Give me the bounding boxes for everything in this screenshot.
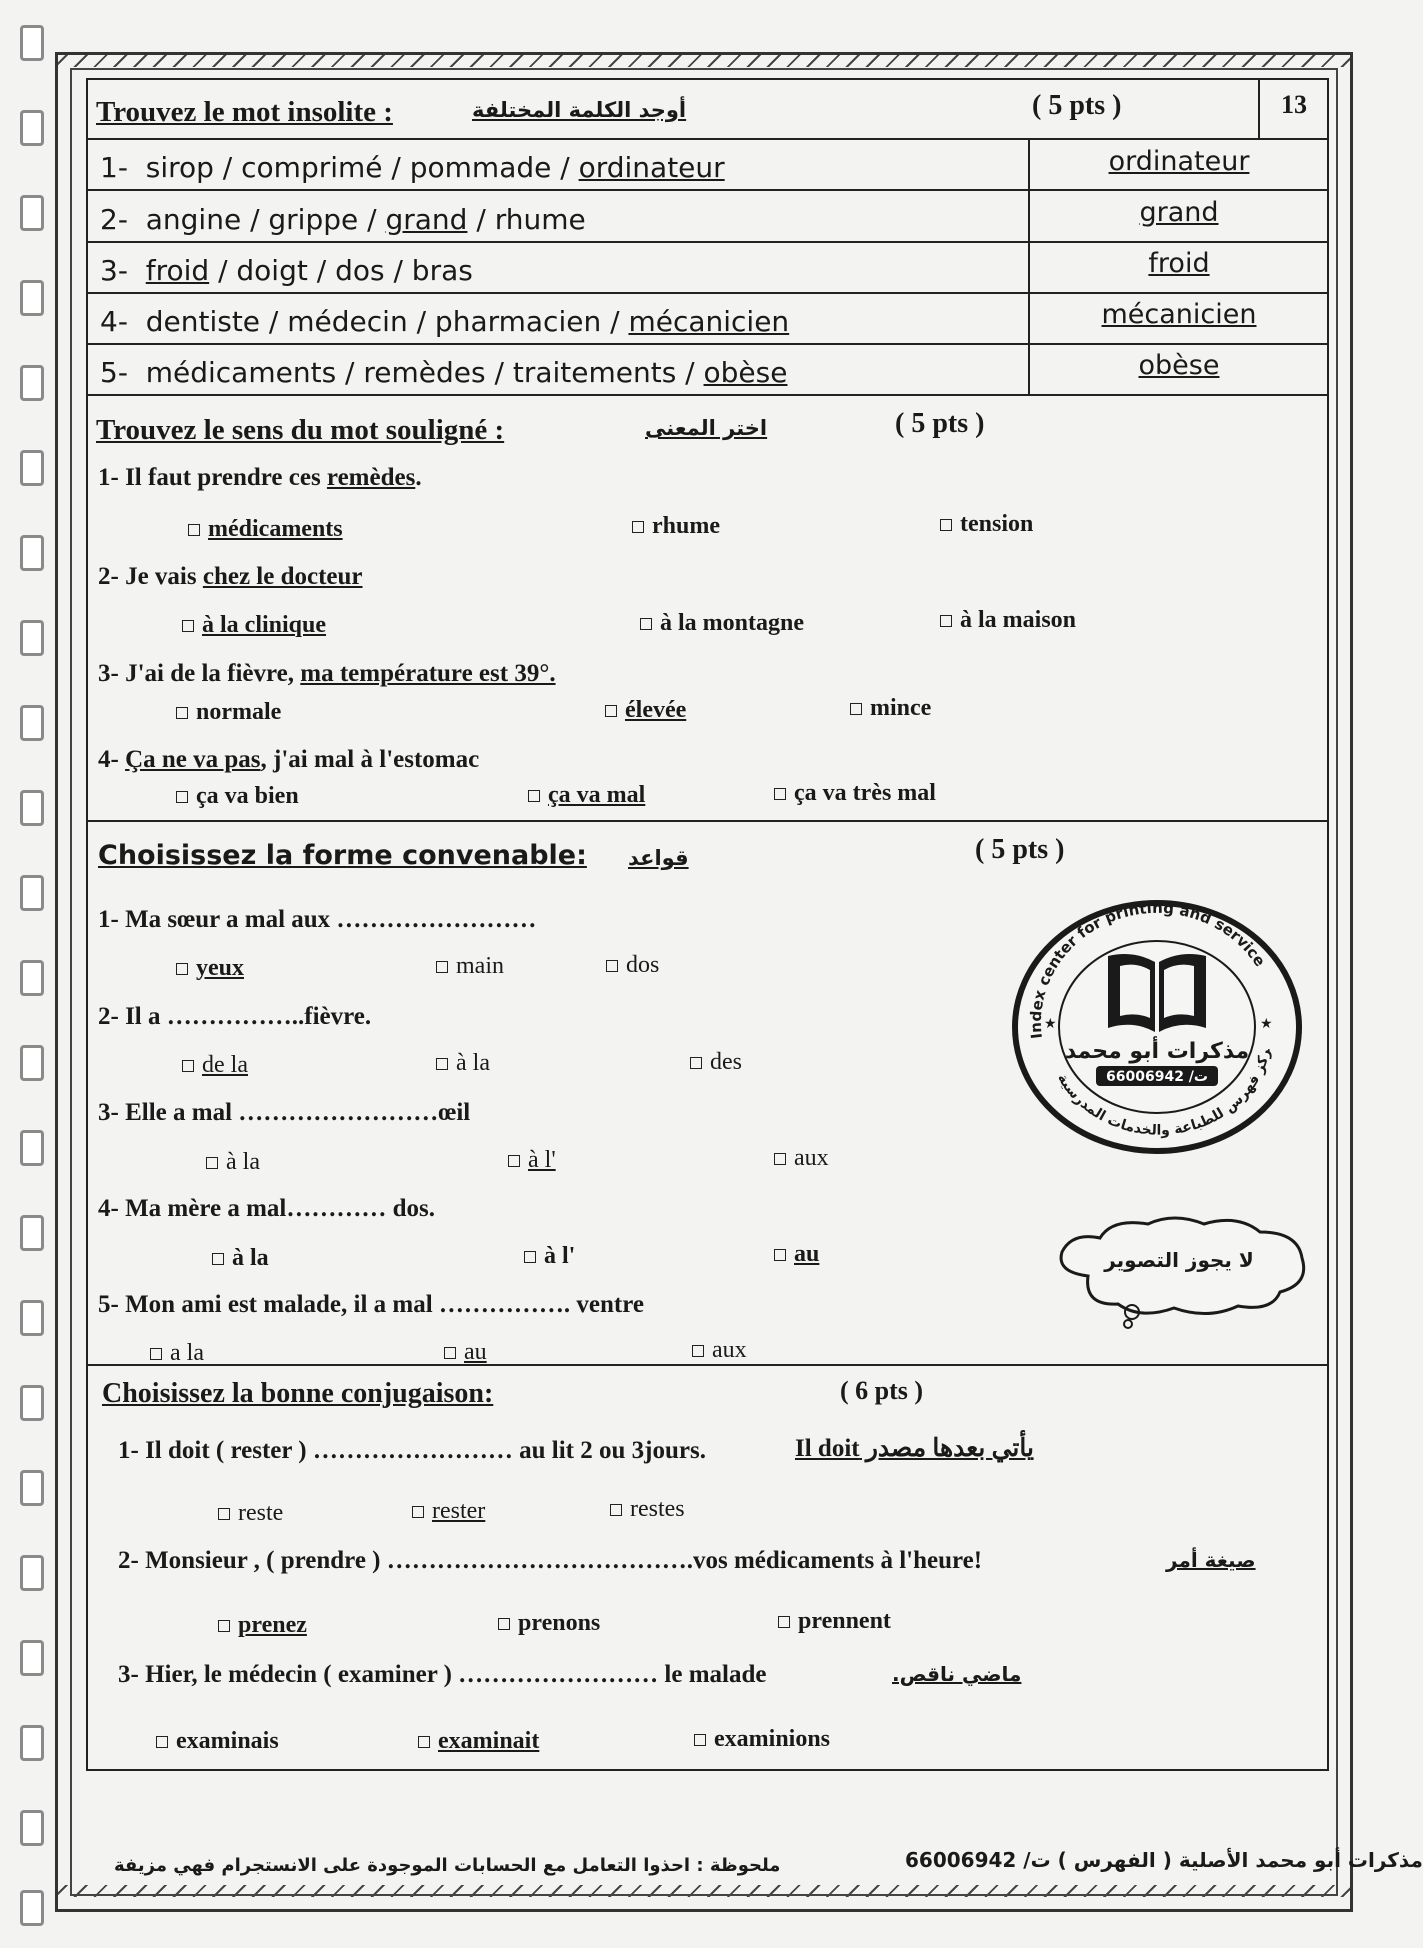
option[interactable]: rhume [632, 513, 720, 540]
row-divider [86, 292, 1329, 294]
option[interactable]: aux [774, 1145, 829, 1172]
stamp-graphic [1008, 898, 1306, 1156]
answer-cell: ordinateur [1108, 146, 1250, 177]
option[interactable]: dos [606, 952, 659, 979]
binder-ring [20, 195, 44, 231]
option-correct[interactable]: à la clinique [182, 612, 326, 639]
answer-cell: grand [1139, 197, 1219, 228]
odd-word-row: 5- médicaments / remèdes / traitements / obèse [100, 356, 788, 389]
odd-word-row: 1- sirop / comprimé / pommade / ordinateur [100, 151, 725, 184]
option[interactable]: normale [176, 699, 281, 726]
binder-ring [20, 1890, 44, 1926]
option[interactable]: examinions [694, 1726, 830, 1753]
question: 3- J'ai de la fièvre, ma température est 39°. [98, 660, 556, 687]
option-correct[interactable]: à l' [508, 1147, 556, 1174]
question: 2- Je vais chez le docteur [98, 563, 363, 590]
option[interactable]: à la [206, 1149, 260, 1176]
binder-ring [20, 790, 44, 826]
row-divider [86, 241, 1329, 243]
question: 1- Ma sœur a mal aux …………………… [98, 906, 537, 933]
option[interactable]: examinais [156, 1728, 279, 1755]
odd-word-row: 2- angine / grippe / grand / rhume [100, 203, 586, 236]
option-correct[interactable]: médicaments [188, 516, 343, 543]
question: 5- Mon ami est malade, il a mal ……………. ventre [98, 1291, 644, 1318]
section1-points: ( 5 pts ) [1032, 90, 1122, 121]
option[interactable]: ça va très mal [774, 780, 936, 807]
option[interactable]: mince [850, 695, 931, 722]
binder-ring [20, 365, 44, 401]
row-divider [86, 394, 1329, 396]
binder-ring [20, 450, 44, 486]
svg-text:★: ★ [1044, 1017, 1057, 1032]
answer-cell: obèse [1138, 350, 1220, 381]
option[interactable]: ça va bien [176, 783, 299, 810]
option[interactable]: prennent [778, 1608, 891, 1635]
option[interactable]: à la montagne [640, 610, 804, 637]
section2-title: Trouvez le sens du mot souligné : [96, 414, 505, 446]
no-copy-text: لا يجوز التصوير [1104, 1248, 1254, 1272]
option[interactable]: a la [150, 1340, 204, 1367]
odd-word-row: 3- froid / doigt / dos / bras [100, 254, 473, 287]
section4-points: ( 6 pts ) [840, 1376, 924, 1405]
section-divider [86, 820, 1329, 822]
option[interactable]: à la [436, 1050, 490, 1077]
option[interactable]: main [436, 953, 504, 980]
row-divider [86, 189, 1329, 191]
binder-ring [20, 1640, 44, 1676]
option-correct[interactable]: au [774, 1241, 819, 1268]
binder-ring [20, 1300, 44, 1336]
question: 1- Il doit ( rester ) …………………… au lit 2 ou 3jours. [118, 1437, 706, 1464]
binder-ring [20, 280, 44, 316]
grammar-hint: ماضي ناقص. [892, 1662, 1022, 1686]
binder-ring [20, 620, 44, 656]
grammar-hint: يأتي بعدها مصدر Il doit [795, 1435, 1034, 1462]
publisher-stamp [1008, 898, 1306, 1156]
binder-ring [20, 1470, 44, 1506]
option[interactable]: aux [692, 1337, 747, 1364]
question: 4- Ça ne va pas, j'ai mal à l'estomac [98, 746, 480, 773]
option[interactable]: restes [610, 1496, 685, 1523]
binder-ring [20, 1045, 44, 1081]
section3-title: Choisissez la forme convenable: [98, 840, 587, 871]
answer-cell: mécanicien [1101, 299, 1257, 330]
section3-arabic-title: قواعد [628, 846, 689, 870]
option-correct[interactable]: ça va mal [528, 782, 645, 809]
section-divider [86, 1364, 1329, 1366]
footer-warning: ملحوظة : احذوا التعامل مع الحسابات الموجودة على الانستجرام فهي مزيفة [114, 1855, 781, 1876]
section1-title: Trouvez le mot insolite : [96, 96, 393, 128]
binder-ring [20, 1555, 44, 1591]
option[interactable]: reste [218, 1500, 283, 1527]
stamp-name: مذكرات أبو محمد [1064, 1039, 1250, 1064]
question: 2- Monsieur , ( prendre ) ……………………………….vos médicaments à l'heure! [118, 1547, 983, 1574]
stamp-phone: 66006942 /ت [1106, 1069, 1208, 1085]
option-correct[interactable]: au [444, 1339, 487, 1366]
binder-ring [20, 535, 44, 571]
question: 2- Il a ……………..fièvre. [98, 1003, 372, 1030]
binder-ring [20, 705, 44, 741]
option-correct[interactable]: examinait [418, 1728, 539, 1755]
option[interactable]: tension [940, 511, 1033, 538]
question: 3- Elle a mal ……………………œil [98, 1099, 471, 1126]
option[interactable]: à la maison [940, 607, 1076, 634]
answer-cell: froid [1148, 248, 1210, 279]
svg-text:★: ★ [1260, 1017, 1273, 1032]
section2-arabic-title: اختر المعنى [645, 416, 768, 440]
option-correct[interactable]: yeux [176, 955, 244, 982]
option-correct[interactable]: de la [182, 1052, 248, 1079]
binder-ring [20, 25, 44, 61]
stamp-ring-arabic: ركز فهرس للطباعة والخدمات المدرسية [1053, 1046, 1274, 1139]
option[interactable]: à l' [524, 1243, 575, 1270]
option[interactable]: des [690, 1049, 742, 1076]
section4-title: Choisissez la bonne conjugaison: [102, 1378, 494, 1409]
binder-ring [20, 1385, 44, 1421]
option-correct[interactable]: élevée [605, 697, 686, 724]
binder-ring [20, 110, 44, 146]
section2-points: ( 5 pts ) [895, 408, 985, 439]
row-divider [86, 138, 1329, 140]
question: 4- Ma mère a mal………… dos. [98, 1195, 435, 1222]
option-correct[interactable]: rester [412, 1498, 485, 1525]
stamp-ring-text: Index center for printing and service [1026, 898, 1269, 1040]
footer-publisher: مذكرات أبو محمد الأصلية ( الفهرس ) ت/ 66006942 [905, 1848, 1423, 1872]
binder-ring [20, 1725, 44, 1761]
option-correct[interactable]: prenez [218, 1612, 307, 1639]
binder-ring [20, 1130, 44, 1166]
odd-word-row: 4- dentiste / médecin / pharmacien / mécanicien [100, 305, 790, 338]
question: 1- Il faut prendre ces remèdes. [98, 464, 422, 491]
option[interactable]: prenons [498, 1610, 600, 1637]
no-copy-cloud [1048, 1212, 1314, 1330]
page-number: 13 [1281, 90, 1307, 119]
binder-ring [20, 1215, 44, 1251]
section3-points: ( 5 pts ) [975, 834, 1065, 865]
page-number-divider [1258, 78, 1260, 138]
option[interactable]: à la [212, 1245, 269, 1272]
question: 3- Hier, le médecin ( examiner ) …………………… le malade [118, 1661, 767, 1688]
binder-ring [20, 875, 44, 911]
binder-ring [20, 960, 44, 996]
section1-arabic-title: أوجد الكلمة المختلفة [472, 98, 687, 122]
binder-ring [20, 1810, 44, 1846]
row-divider [86, 343, 1329, 345]
grammar-hint: صيغة أمر [1166, 1548, 1256, 1572]
